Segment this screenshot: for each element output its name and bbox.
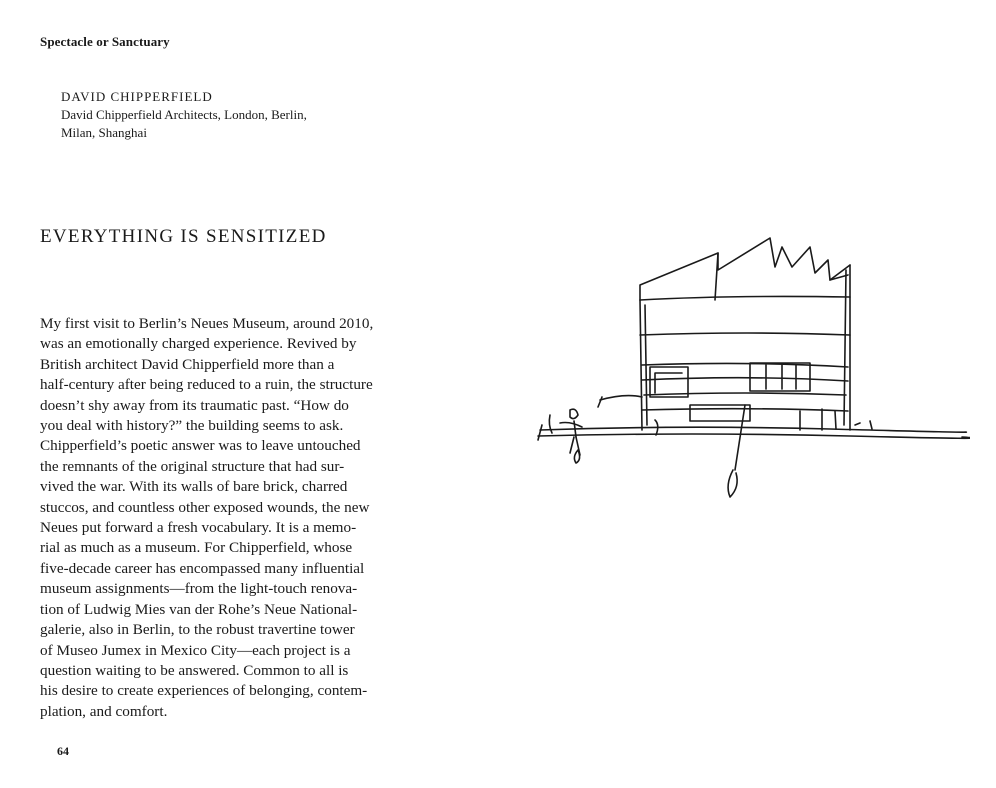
- author-name: DAVID CHIPPERFIELD: [61, 89, 213, 104]
- body-line: My first visit to Berlin’s Neues Museum, around 2010,: [40, 315, 374, 332]
- body-line: stuccos, and countless other exposed wounds, the new: [40, 498, 370, 516]
- body-line: museum assignments—from the light-touch renova-: [40, 580, 358, 598]
- body-line: Neues put forward a fresh vocabulary. It is a memo-: [40, 519, 357, 537]
- body-line: was an emotionally charged experience. Revived by: [40, 335, 357, 353]
- body-line: of Museo Jumex in Mexico City—each project is a: [40, 641, 351, 659]
- body-line: the remnants of the original structure that had sur-: [40, 457, 345, 475]
- body-line: his desire to create experiences of belonging, contem-: [40, 682, 368, 700]
- body-line: vived the war. With its walls of bare brick, charred: [40, 478, 348, 496]
- body-line: question waiting to be answered. Common to all is: [40, 661, 349, 679]
- body-line: tion of Ludwig Mies van der Rohe’s Neue National-: [40, 600, 358, 618]
- page-number: 64: [57, 744, 69, 758]
- body-line: plation, and comfort.: [40, 702, 168, 720]
- author-block: [61, 88, 307, 142]
- body-text: [40, 314, 450, 722]
- author-affiliation-line: Milan, Shanghai: [61, 125, 147, 140]
- body-line: Chipperfield’s poetic answer was to leave untouched: [40, 437, 361, 455]
- running-head: Spectacle or Sanctuary: [40, 34, 170, 49]
- body-line: galerie, also in Berlin, to the robust travertine tower: [40, 621, 355, 639]
- author-affiliation-line: David Chipperfield Architects, London, Berlin,: [61, 107, 307, 122]
- body-line: you deal with history?” the building seems to ask.: [40, 417, 344, 435]
- body-line: rial as much as a museum. For Chipperfield, whose: [40, 539, 353, 557]
- body-line: half-century after being reduced to a ruin, the structure: [40, 376, 373, 394]
- building-sketch: [530, 225, 970, 520]
- body-line: British architect David Chipperfield more than a: [40, 355, 335, 373]
- chapter-title: EVERYTHING IS SENSITIZED: [40, 226, 327, 247]
- body-line: doesn’t shy away from its traumatic past. “How do: [40, 396, 349, 414]
- body-line: five-decade career has encompassed many influential: [40, 559, 365, 577]
